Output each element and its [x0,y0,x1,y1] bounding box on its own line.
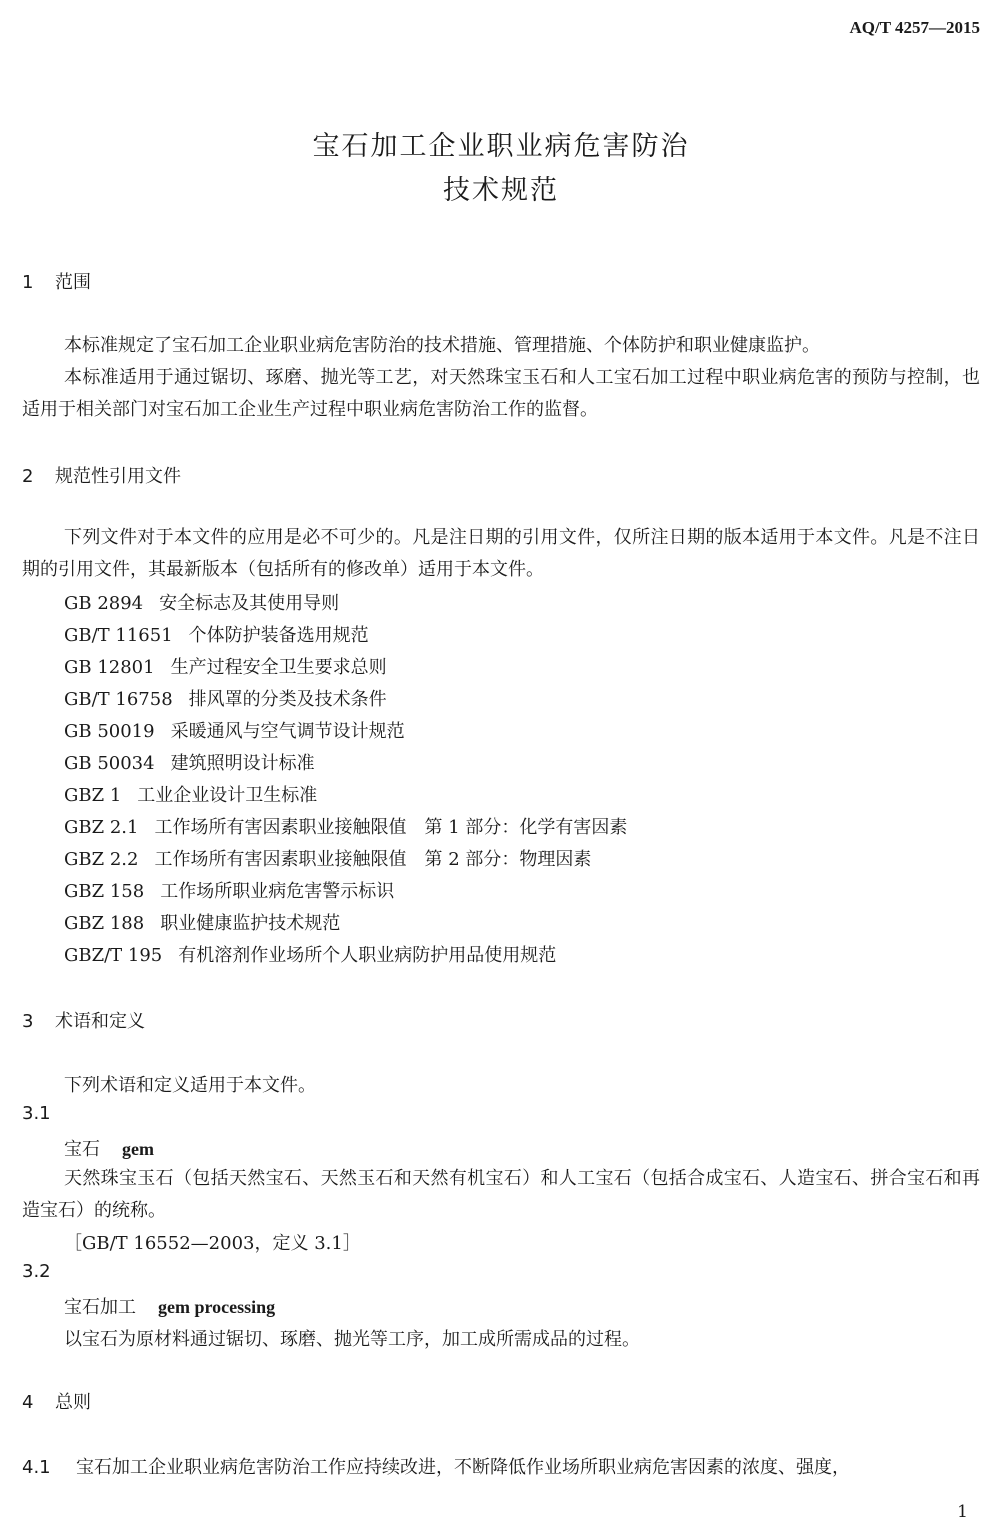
section-number: 4 [22,1392,34,1413]
paragraph: 下列文件对于本文件的应用是必不可少的。凡是注日期的引用文件，仅所注日期的版本适用于本文件。凡是不注日期的引用文件，其最新版本（包括所有的修改单）适用于本文件。 [22,527,980,580]
term-chinese: 宝石加工 [64,1297,136,1318]
term-definition: 天然珠宝玉石（包括天然宝石、天然玉石和天然有机宝石）和人工宝石（包括合成宝石、人造宝石、拼合宝石和再造宝石）的统称。 [22,1168,980,1221]
section-title: 规范性引用文件 [55,466,181,487]
reference-item [64,941,556,967]
reference-title: 排风罩的分类及技术条件 [188,689,387,710]
reference-code: GBZ 2.1 [64,817,139,838]
reference-code: GBZ 1 [64,785,122,806]
reference-code: GBZ 158 [64,881,145,902]
reference-code: GBZ/T 195 [64,945,163,966]
term-entry [64,1135,154,1161]
reference-code: GB 50019 [64,721,155,742]
term-definition: 以宝石为原材料通过锯切、琢磨、抛光等工序，加工成所需成品的过程。 [64,1329,640,1350]
section-title: 术语和定义 [55,1011,145,1032]
clause-number: 4.1 [22,1457,51,1478]
term-source: ［GB/T 16552—2003，定义 3.1］ [64,1233,361,1254]
section-1-heading [22,268,91,294]
page-number: 1 [957,1502,968,1522]
reference-title: 生产过程安全卫生要求总则 [170,657,387,678]
term-english: gem processing [158,1297,276,1317]
standard-code: AQ/T 4257—2015 [849,18,980,37]
reference-code: GB 2894 [64,593,144,614]
reference-item [64,813,627,839]
clause-text: 宝石加工企业职业病危害防治工作应持续改进，不断降低作业场所职业病危害因素的浓度、强度， [76,1457,850,1478]
section-2-heading [22,462,181,488]
reference-item [64,909,340,935]
reference-item [64,781,317,807]
section-3-heading [22,1007,145,1033]
reference-title: 工业企业设计卫生标准 [137,785,318,806]
reference-item [64,749,315,775]
section-number: 3 [22,1011,34,1032]
term-chinese: 宝石 [64,1139,100,1160]
reference-code: GB/T 11651 [64,625,173,646]
term-entry [64,1293,275,1319]
paragraph: 本标准规定了宝石加工企业职业病危害防治的技术措施、管理措施、个体防护和职业健康监护。 [64,335,820,356]
document-subtitle: 技术规范 [443,175,559,206]
reference-item [64,877,394,903]
reference-code: GBZ 188 [64,913,145,934]
reference-title: 采暖通风与空气调节设计规范 [170,721,405,742]
reference-code: GB 12801 [64,657,155,678]
reference-title: 个体防护装备选用规范 [188,625,369,646]
reference-code: GB/T 16758 [64,689,173,710]
reference-title: 工作场所职业病危害警示标识 [160,881,395,902]
paragraph: 下列术语和定义适用于本文件。 [64,1075,316,1096]
reference-item [64,717,405,743]
reference-title: 工作场所有害因素职业接触限值 第 1 部分：化学有害因素 [154,817,628,838]
clause-4-1 [22,1453,850,1479]
paragraph: 本标准适用于通过锯切、琢磨、抛光等工艺，对天然珠宝玉石和人工宝石加工过程中职业病危害的预防与控制，也适用于相关部门对宝石加工企业生产过程中职业病危害防治工作的监督。 [22,367,980,420]
reference-item [64,845,591,871]
reference-title: 职业健康监护技术规范 [160,913,341,934]
section-number: 1 [22,272,34,293]
section-4-heading [22,1388,91,1414]
reference-item [64,621,369,647]
term-english: gem [122,1139,154,1159]
reference-title: 工作场所有害因素职业接触限值 第 2 部分：物理因素 [154,849,592,870]
term-number: 3.1 [22,1103,51,1124]
reference-item [64,653,387,679]
section-title: 总则 [55,1392,91,1413]
section-number: 2 [22,466,34,487]
reference-title: 有机溶剂作业场所个人职业病防护用品使用规范 [178,945,557,966]
document-title: 宝石加工企业职业病危害防治 [312,131,690,162]
reference-item [64,685,387,711]
reference-code: GBZ 2.2 [64,849,139,870]
reference-code: GB 50034 [64,753,155,774]
term-number: 3.2 [22,1261,51,1282]
reference-title: 安全标志及其使用导则 [159,593,340,614]
reference-item [64,589,339,615]
section-title: 范围 [55,272,91,293]
reference-title: 建筑照明设计标准 [170,753,315,774]
